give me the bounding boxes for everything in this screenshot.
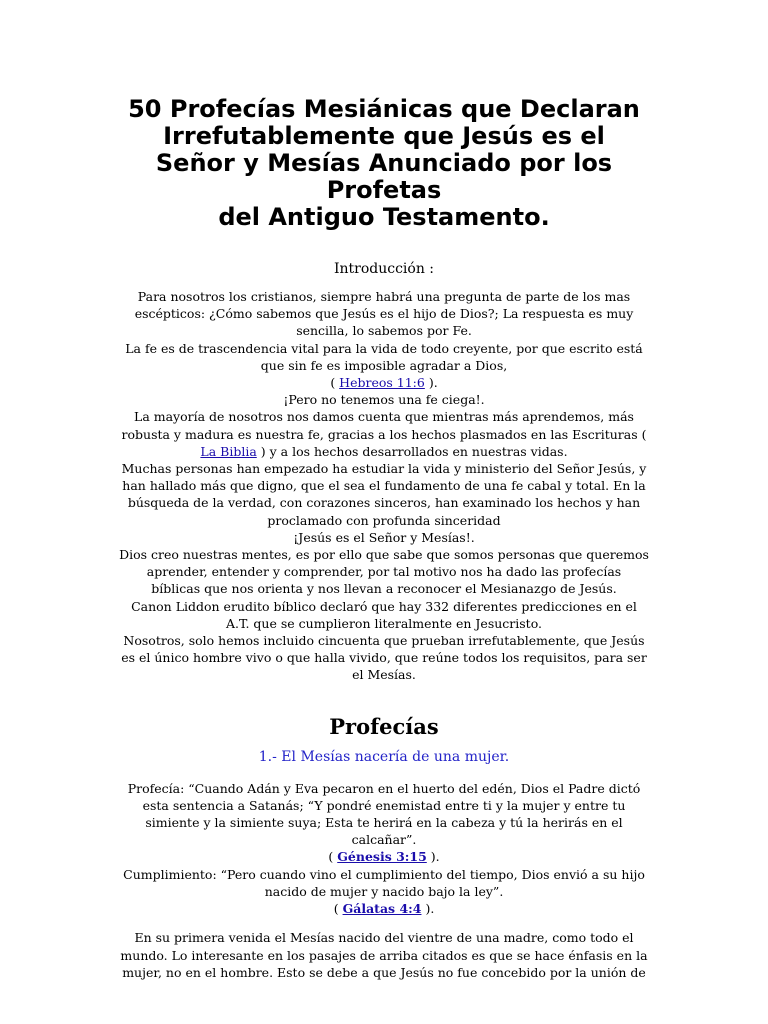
- prophecy-reference: [100, 848, 668, 865]
- intro-line: que sin fe es imposible agradar a Dios,: [260, 357, 508, 373]
- document-page: [100, 96, 668, 981]
- intro-line: escépticos: ¿Cómo sabemos que Jesús es el hijo de Dios?; La respuesta es muy: [134, 306, 634, 322]
- fulfillment-line: nacido de mujer y nacido bajo la ley”.: [264, 883, 504, 899]
- intro-line: A.T. que se cumplieron literalmente en Jesucristo.: [225, 615, 542, 631]
- intro-line-tail: ) y a los hechos desarrollados en nuestras vidas.: [256, 443, 568, 459]
- galatas-4-4-link[interactable]: Gálatas 4:4: [342, 901, 422, 917]
- intro-line: proclamado con profunda sinceridad: [267, 512, 501, 528]
- commentary-text: [100, 929, 668, 981]
- intro-line: búsqueda de la verdad, con corazones sinceros, han examinado los hechos y han: [127, 495, 641, 511]
- title-line: 50 Profecías Mesiánicas que Declaran: [128, 95, 640, 123]
- la-biblia-link[interactable]: La Biblia: [200, 443, 257, 459]
- prophecy-1-text: [100, 780, 668, 918]
- intro-text: [100, 288, 668, 684]
- intro-line: han hallado más que digno, que el sea el fundamento de una fe cabal y total. En la: [122, 478, 646, 494]
- prophecy-1-title: 1.- El Mesías nacería de una mujer.: [258, 748, 510, 765]
- paren-close: ).: [424, 375, 438, 391]
- intro-line: sencilla, lo sabemos por Fe.: [296, 323, 472, 339]
- paren-close: ).: [421, 901, 435, 917]
- paren-open: (: [330, 375, 340, 391]
- paren-close: ).: [426, 849, 440, 865]
- intro-line: Para nosotros los cristianos, siempre habrá una pregunta de parte de los mas: [137, 289, 631, 304]
- intro-line: Canon Liddon erudito bíblico declaró que hay 332 diferentes predicciones en el: [131, 598, 637, 614]
- intro-line: La mayoría de nosotros nos damos cuenta que mientras más aprendemos, más: [134, 409, 634, 425]
- paren-open: (: [328, 849, 338, 865]
- prophecies-heading: Profecías: [329, 713, 439, 739]
- intro-line: Nosotros, solo hemos incluido cincuenta que prueban irrefutablemente, que Jesús: [123, 633, 645, 649]
- title-line: del Antiguo Testamento.: [218, 203, 550, 231]
- intro-line: Muchas personas han empezado ha estudiar la vida y ministerio del Señor Jesús, y: [121, 461, 647, 477]
- title-line: Señor y Mesías Anunciado por los: [155, 149, 613, 177]
- hebreos-11-6-link[interactable]: Hebreos 11:6: [339, 375, 425, 391]
- commentary-line: mundo. Lo interesante en los pasajes de arriba citados es que se hace énfasis en la: [120, 947, 648, 963]
- commentary-line: En su primera venida el Mesías nacido del vientre de una madre, como todo el: [134, 930, 634, 946]
- intro-line: el Mesías.: [352, 667, 416, 683]
- intro-line: bíblicas que nos orienta y nos llevan a reconocer el Mesianazgo de Jesús.: [151, 581, 617, 597]
- title-line: Irrefutablemente que Jesús es el: [163, 122, 605, 150]
- prophecy-line: calcañar”.: [351, 832, 417, 848]
- intro-heading: Introducción :: [333, 261, 435, 277]
- paragraph-gap: [100, 917, 668, 929]
- intro-line: aprender, entender y comprender, por tal motivo nos ha dado las profecías: [146, 564, 622, 580]
- prophecy-line: simiente y la simiente suya; Esta te herirá en la cabeza y tú la herirás en el: [145, 815, 623, 831]
- prophecy-line: Profecía: “Cuando Adán y Eva pecaron en el huerto del edén, Dios el Padre dictó: [127, 780, 641, 796]
- fulfillment-line: Cumplimiento: “Pero cuando vino el cumplimiento del tiempo, Dios envió a su hijo: [123, 866, 645, 882]
- intro-line: ¡Jesús es el Señor y Mesías!.: [293, 529, 475, 545]
- document-title: [100, 96, 668, 231]
- intro-line: robusta y madura es nuestra fe, gracias a los hechos plasmados en las Escrituras (: [121, 426, 647, 442]
- intro-line: Dios creo nuestras mentes, es por ello que sabe que somos personas que queremos: [119, 547, 649, 563]
- intro-line: ¡Pero no tenemos una fe ciega!.: [283, 392, 485, 408]
- commentary-line: mujer, no en el hombre. Esto se debe a que Jesús no fue concebido por la unión de: [122, 964, 646, 980]
- genesis-3-15-link[interactable]: Génesis 3:15: [337, 849, 427, 865]
- fulfillment-reference: [100, 900, 668, 917]
- prophecy-line: esta sentencia a Satanás; “Y pondré enemistad entre ti y la mujer y entre tu: [142, 797, 626, 813]
- intro-line: es el único hombre vivo o que halla vivido, que reúne todos los requisitos, para ser: [121, 650, 647, 666]
- title-line: Profetas: [326, 176, 442, 204]
- intro-line-reference: [100, 443, 668, 460]
- intro-line: La fe es de trascendencia vital para la vida de todo creyente, por que escrito está: [125, 340, 643, 356]
- intro-line-reference: [100, 374, 668, 391]
- paren-open: (: [333, 901, 343, 917]
